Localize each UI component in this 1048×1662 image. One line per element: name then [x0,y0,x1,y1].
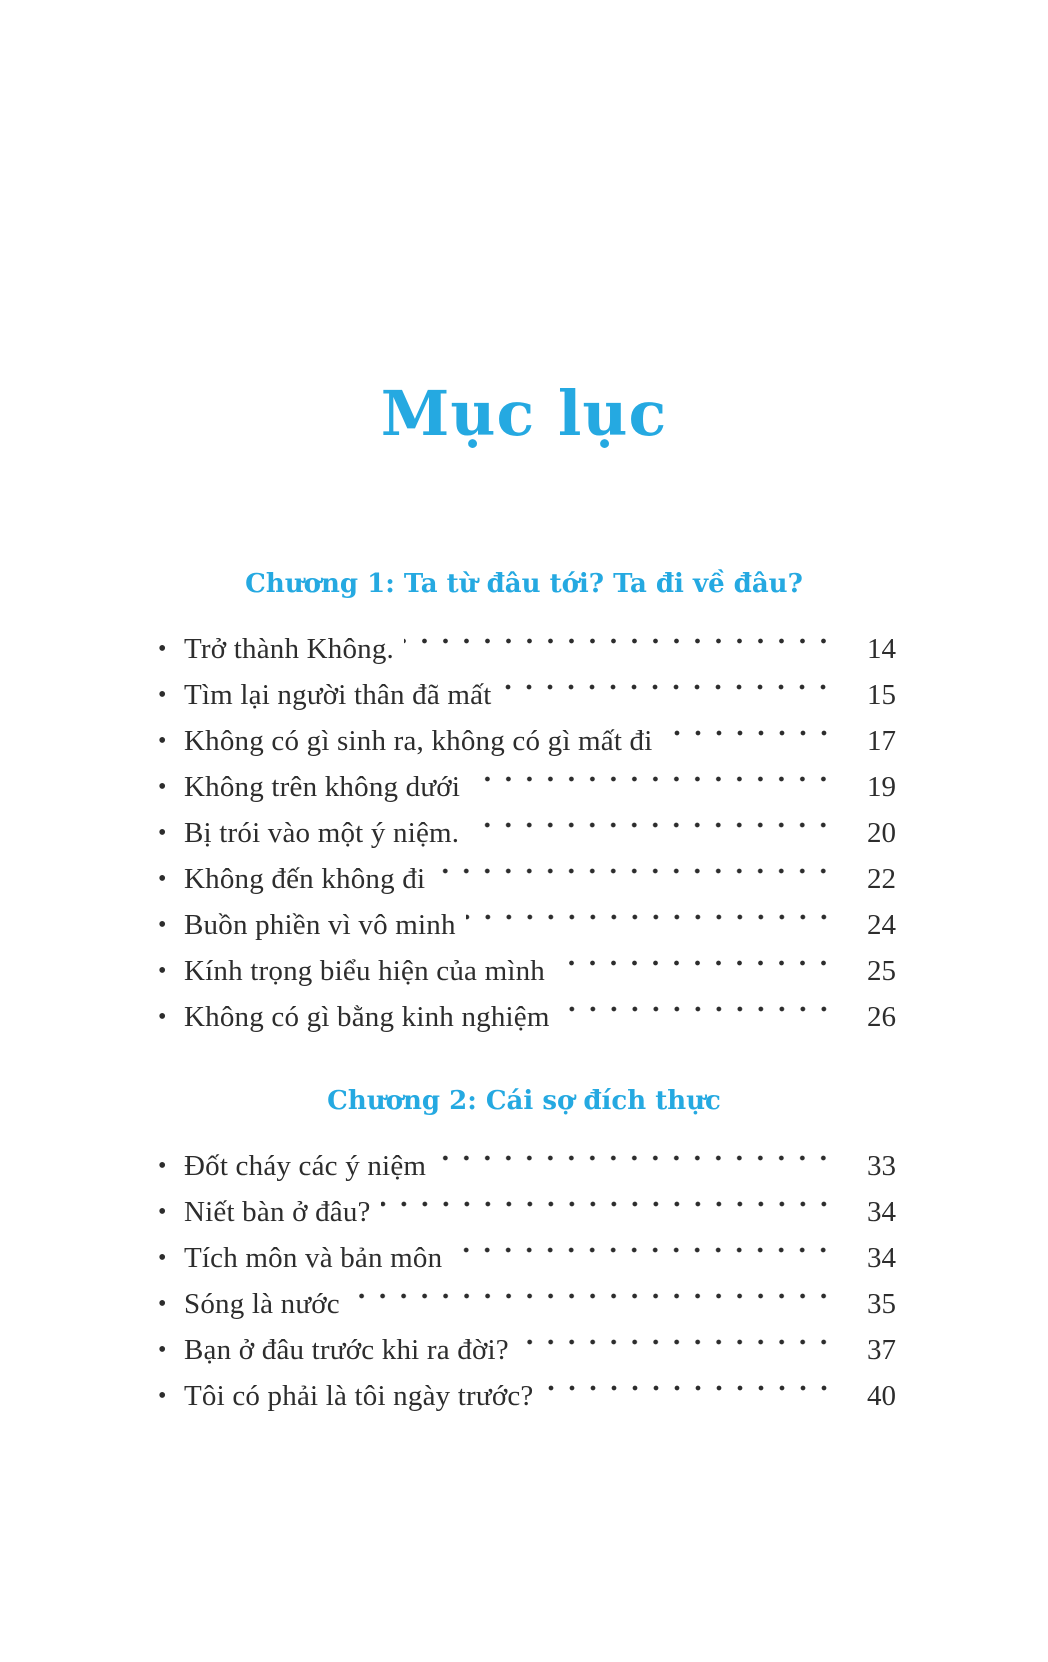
toc-section [152,567,896,1040]
toc-item-label: Bạn ở đâu trước khi ra đời? [184,1334,509,1367]
dot-leader [560,994,840,1040]
bullet-icon: • [158,1004,167,1031]
bullet-icon: • [158,774,167,801]
toc-list [152,626,896,1040]
toc-row [152,1373,896,1419]
toc-item-page: 34 [867,1196,896,1229]
toc-item-page: 40 [867,1380,896,1413]
toc-item-page: 24 [867,909,896,942]
section-heading: Chương 2: Cái sợ đích thực [327,1086,721,1117]
toc-item-label: Sóng là nước [184,1288,340,1321]
toc-row [152,1281,896,1327]
dot-leader [466,902,840,948]
toc-item-label: Trở thành Không. [184,633,395,666]
toc-item-label: Tôi có phải là tôi ngày trước? [184,1380,534,1413]
bullet-icon: • [158,1337,167,1364]
dot-leader [663,718,840,764]
toc-item-page: 35 [867,1288,896,1321]
toc-row [152,1235,896,1281]
toc-item-label: Buồn phiền vì vô minh [184,909,456,942]
dot-leader [519,1327,840,1373]
toc-item-page: 15 [867,679,896,712]
toc-item-label: Tích môn và bản môn [184,1242,443,1275]
toc-item-page: 14 [867,633,896,666]
bullet-icon: • [158,1153,167,1180]
toc-sections [152,567,896,1419]
toc-item-page: 33 [867,1150,896,1183]
dot-leader [469,810,840,856]
page-title: Mục lục [380,377,668,450]
bullet-icon: • [158,636,167,663]
toc-item-page: 34 [867,1242,896,1275]
toc-row [152,1143,896,1189]
toc-row [152,902,896,948]
toc-item-page: 25 [867,955,896,988]
toc-item-label: Kính trọng biểu hiện của mình [184,955,545,988]
dot-leader [452,1235,840,1281]
bullet-icon: • [158,866,167,893]
toc-list [152,1143,896,1419]
bullet-icon: • [158,682,167,709]
toc-row [152,626,896,672]
toc-row [152,810,896,856]
toc-item-page: 22 [867,863,896,896]
toc-item-page: 17 [867,725,896,758]
toc-row [152,1327,896,1373]
dot-leader [404,626,840,672]
toc-content [152,0,896,1419]
dot-leader [470,764,840,810]
toc-item-label: Không có gì bằng kinh nghiệm [184,1001,550,1034]
bullet-icon: • [158,1199,167,1226]
toc-section [152,1084,896,1419]
toc-item-label: Không trên không dưới [184,771,461,804]
dot-leader [350,1281,840,1327]
dot-leader [436,1143,840,1189]
bullet-icon: • [158,1245,167,1272]
toc-item-page: 26 [867,1001,896,1034]
toc-row [152,948,896,994]
toc-item-label: Tìm lại người thân đã mất [184,679,492,712]
toc-item-label: Đốt cháy các ý niệm [184,1150,427,1183]
bullet-icon: • [158,820,167,847]
toc-item-page: 20 [867,817,896,850]
dot-leader [381,1189,840,1235]
toc-row [152,718,896,764]
toc-item-label: Không đến không đi [184,863,426,896]
bullet-icon: • [158,1383,167,1410]
bullet-icon: • [158,958,167,985]
section-heading: Chương 1: Ta từ đâu tới? Ta đi về đâu? [245,569,803,600]
dot-leader [435,856,840,902]
toc-item-label: Không có gì sinh ra, không có gì mất đi [184,725,653,758]
toc-row [152,994,896,1040]
dot-leader [555,948,840,994]
bullet-icon: • [158,728,167,755]
toc-row [152,764,896,810]
dot-leader [501,672,840,718]
toc-row [152,672,896,718]
bullet-icon: • [158,912,167,939]
toc-item-page: 37 [867,1334,896,1367]
toc-item-label: Bị trói vào một ý niệm. [184,817,460,850]
bullet-icon: • [158,1291,167,1318]
toc-row [152,856,896,902]
dot-leader [544,1373,841,1419]
toc-item-label: Niết bàn ở đâu? [184,1196,371,1229]
toc-row [152,1189,896,1235]
toc-item-page: 19 [867,771,896,804]
